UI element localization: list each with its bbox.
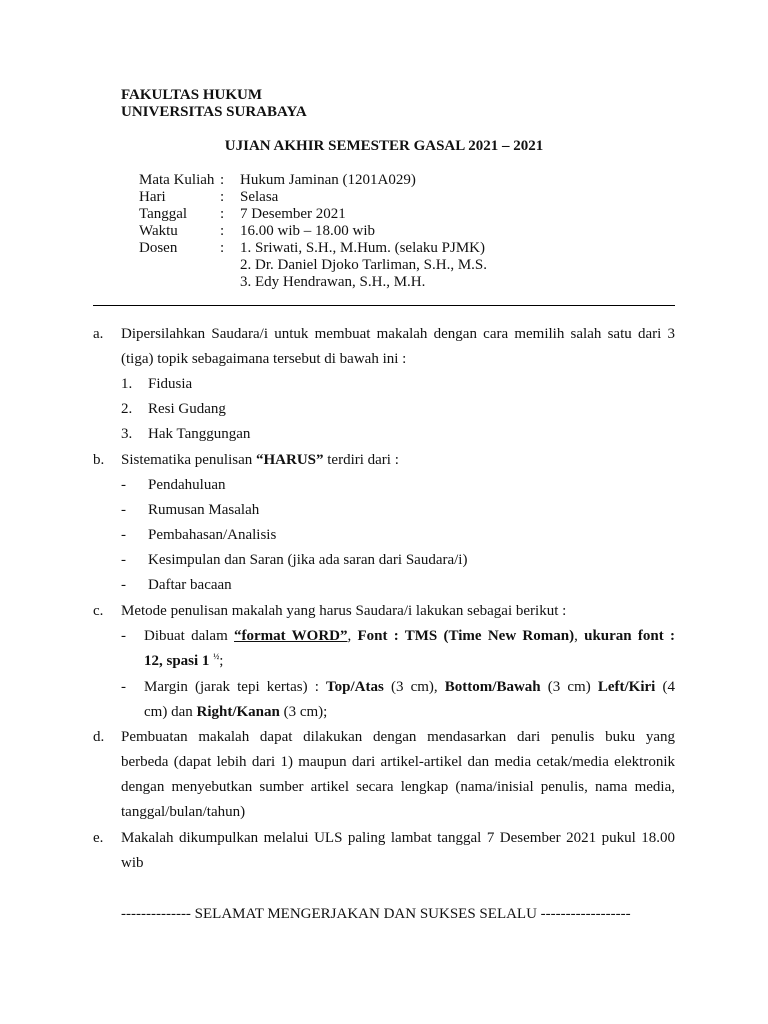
date-label: Tanggal <box>139 206 188 222</box>
section-marker: b. <box>93 452 105 468</box>
day-colon: : <box>220 189 225 205</box>
text-run: , <box>347 628 358 644</box>
day-value: Selasa <box>240 189 279 205</box>
section-text <box>121 448 399 473</box>
topic-number: 2. <box>121 401 133 417</box>
emphasis-font: Font : TMS (Time New Roman) <box>357 628 575 644</box>
bullet-dash: - <box>121 502 126 518</box>
bullet-dash: - <box>121 477 126 493</box>
margin-requirement <box>144 675 675 700</box>
topic-item: Hak Tanggungan <box>148 426 251 442</box>
text-run: (4 <box>655 679 675 695</box>
section-text: Makalah dikumpulkan melalui ULS paling lambat tanggal 7 Desember 2021 pukul 18.00 <box>121 830 675 846</box>
text-run: Margin (jarak tepi kertas) : <box>144 679 327 695</box>
bullet-item: Kesimpulan dan Saran (jika ada saran dari Saudara/i) <box>148 552 468 568</box>
bullet-item: Daftar bacaan <box>148 577 232 593</box>
faculty-name: FAKULTAS HUKUM <box>121 87 262 103</box>
text-run: (3 cm); <box>279 704 328 720</box>
lecturer-label: Dosen <box>139 240 178 256</box>
bullet-dash: - <box>121 628 126 644</box>
text-run: (3 cm) <box>540 679 598 695</box>
bullet-dash: - <box>121 527 126 543</box>
section-text: wib <box>121 855 144 871</box>
topic-number: 1. <box>121 376 133 392</box>
bullet-dash: - <box>121 577 126 593</box>
section-text: Pembuatan makalah dapat dilakukan dengan mendasarkan dari penulis buku yang <box>121 729 675 745</box>
lecturer-colon: : <box>220 240 225 256</box>
lecturer-item: 3. Edy Hendrawan, S.H., M.H. <box>240 274 426 290</box>
text-run: (3 cm), <box>383 679 445 695</box>
date-colon: : <box>220 206 225 222</box>
date-value: 7 Desember 2021 <box>240 206 346 222</box>
course-label: Mata Kuliah <box>139 172 215 188</box>
format-requirement-cont <box>144 649 223 674</box>
text-run: Dibuat dalam <box>144 628 235 644</box>
text-run: terdiri dari : <box>323 452 399 468</box>
emphasis-top: Top/Atas <box>326 679 384 695</box>
course-colon: : <box>220 172 225 188</box>
time-value: 16.00 wib – 18.00 wib <box>240 223 375 239</box>
header-divider <box>93 305 675 306</box>
section-text: tanggal/bulan/tahun) <box>121 804 246 820</box>
superscript-half: ½ <box>213 652 220 661</box>
emphasis-font-size: ukuran font : <box>584 628 675 644</box>
section-marker: a. <box>93 326 104 342</box>
text-run: ; <box>219 653 224 669</box>
lecturer-item: 1. Sriwati, S.H., M.Hum. (selaku PJMK) <box>240 240 486 256</box>
topic-item: Resi Gudang <box>148 401 226 417</box>
emphasis-right: Right/Kanan <box>196 704 280 720</box>
topic-item: Fidusia <box>148 376 193 392</box>
time-colon: : <box>220 223 225 239</box>
emphasis-harus: “HARUS” <box>255 452 324 468</box>
section-marker: d. <box>93 729 105 745</box>
format-requirement <box>144 624 675 649</box>
bullet-item: Pembahasan/Analisis <box>148 527 277 543</box>
text-run: , <box>574 628 585 644</box>
section-text: Dipersilahkan Saudara/i untuk membuat makalah dengan cara memilih salah satu dari 3 <box>121 326 675 342</box>
text-run: Sistematika penulisan <box>121 452 256 468</box>
section-text: berbeda (dapat lebih dari 1) maupun dari artikel-artikel dan media cetak/media elektronik <box>121 754 675 770</box>
bullet-dash: - <box>121 679 126 695</box>
course-value: Hukum Jaminan (1201A029) <box>240 172 416 188</box>
lecturer-item: 2. Dr. Daniel Djoko Tarliman, S.H., M.S. <box>240 257 487 273</box>
text-run: cm) dan <box>144 704 197 720</box>
exam-title: UJIAN AKHIR SEMESTER GASAL 2021 – 2021 <box>224 138 544 154</box>
section-marker: c. <box>93 603 104 619</box>
day-label: Hari <box>139 189 166 205</box>
emphasis-bottom: Bottom/Bawah <box>444 679 541 695</box>
bullet-item: Rumusan Masalah <box>148 502 260 518</box>
margin-requirement-cont <box>144 700 327 725</box>
emphasis-spacing: 12, spasi 1 <box>144 653 214 669</box>
emphasis-format-word: “format WORD” <box>234 628 348 644</box>
closing-message: -------------- SELAMAT MENGERJAKAN DAN SUKSES SELALU ------------------ <box>121 906 631 922</box>
bullet-dash: - <box>121 552 126 568</box>
topic-number: 3. <box>121 426 133 442</box>
time-label: Waktu <box>139 223 178 239</box>
section-text: Metode penulisan makalah yang harus Saudara/i lakukan sebagai berikut : <box>121 603 567 619</box>
section-text: (tiga) topik sebagaimana tersebut di bawah ini : <box>121 351 407 367</box>
university-name: UNIVERSITAS SURABAYA <box>121 104 307 120</box>
section-marker: e. <box>93 830 104 846</box>
emphasis-left: Left/Kiri <box>597 679 656 695</box>
section-text: dengan menyebutkan sumber artikel secara lengkap (nama/inisial penulis, nama media, <box>121 779 675 795</box>
bullet-item: Pendahuluan <box>148 477 226 493</box>
